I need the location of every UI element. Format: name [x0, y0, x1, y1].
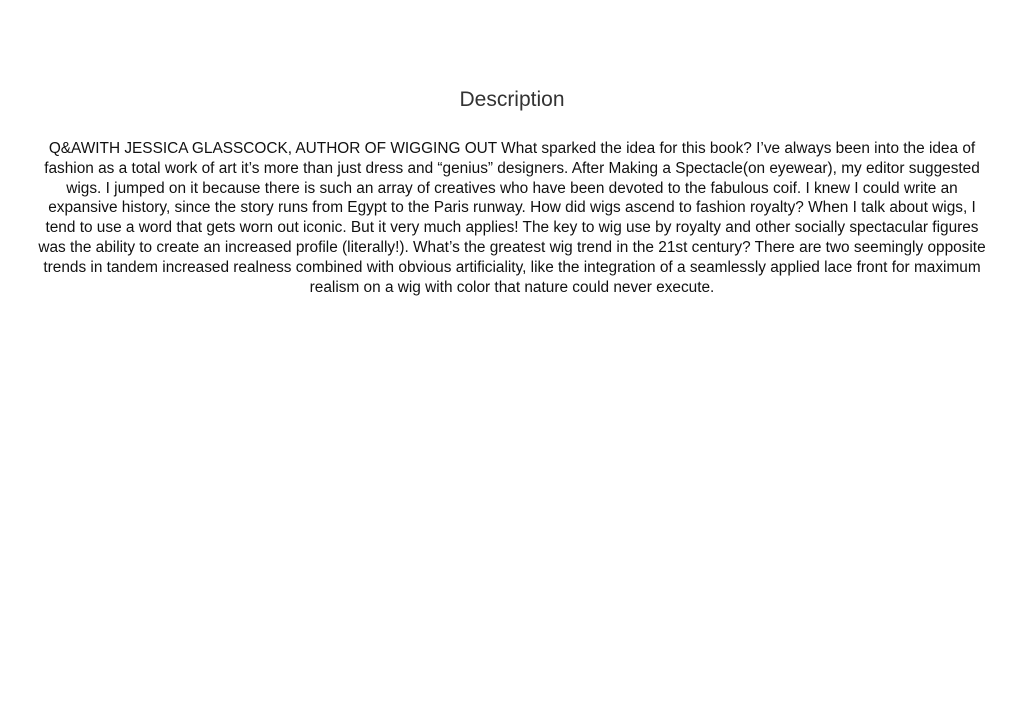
description-body-text: Q&AWITH JESSICA GLASSCOCK, AUTHOR OF WIGGING OUT What sparked the idea for this book? I’ve always been into the idea of fashion as a total work of art it’s more than just dress and “genius” designers. After Making a Spectacle(on eyewear), my editor suggested wigs. I jumped on it because there is such an array of creatives who have been devoted to the fabulous coif. I knew I could write an expansive history, since the story runs from Egypt to the Paris runway. How did wigs ascend to fashion royalty? When I talk about wigs, I tend to use a word that gets worn out iconic. But it very much applies! The key to wig use by royalty and other socially spectacular figures was the ability to create an increased profile (literally!). What’s the greatest wig trend in the 21st century? There are two seemingly opposite trends in tandem increased realness combined with obvious artificiality, like the integration of a seamlessly applied lace front for maximum realism on a wig with color that nature could never execute.: [38, 140, 986, 296]
description-heading: Description: [459, 88, 565, 111]
